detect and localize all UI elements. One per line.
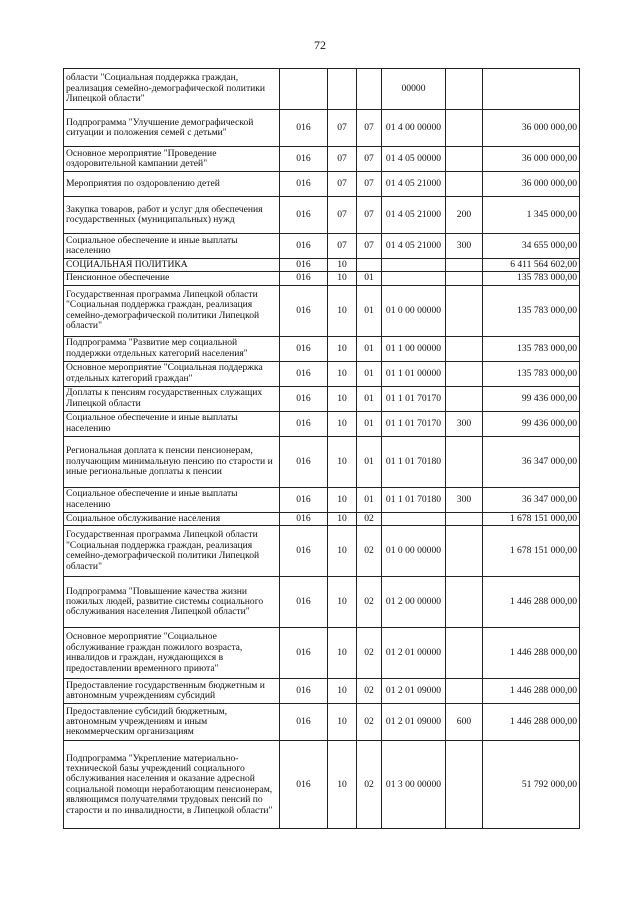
amount-cell: 36 347 000,00 bbox=[483, 487, 580, 512]
table-row bbox=[64, 704, 580, 741]
article-code-cell: 01 0 00 00000 bbox=[382, 285, 446, 336]
ministry-code-cell: 016 bbox=[280, 436, 328, 487]
subsection-code-cell: 07 bbox=[357, 197, 382, 234]
budget-table bbox=[63, 68, 580, 829]
row-name-cell: Подпрограмма "Развитие мер социальной поддержки отдельных категорий населения" bbox=[64, 336, 280, 361]
table-row bbox=[64, 487, 580, 512]
subsection-code-cell: 02 bbox=[357, 741, 382, 829]
ministry-code-cell: 016 bbox=[280, 272, 328, 285]
row-name-cell: Социальное обеспечение и иные выплаты населению bbox=[64, 487, 280, 512]
row-name-cell: Социальное обслуживание населения bbox=[64, 512, 280, 525]
amount-cell: 36 000 000,00 bbox=[483, 147, 580, 172]
article-code-cell: 01 2 00 00000 bbox=[382, 577, 446, 628]
section-code-cell: 10 bbox=[328, 411, 357, 436]
table-row bbox=[64, 259, 580, 272]
amount-cell bbox=[483, 69, 580, 110]
subsection-code-cell bbox=[357, 69, 382, 110]
subsection-code-cell: 02 bbox=[357, 577, 382, 628]
article-code-cell: 00000 bbox=[382, 69, 446, 110]
amount-cell: 36 000 000,00 bbox=[483, 110, 580, 147]
ministry-code-cell: 016 bbox=[280, 110, 328, 147]
expense-type-cell bbox=[446, 336, 483, 361]
expense-type-cell bbox=[446, 526, 483, 577]
amount-cell: 6 411 564 602,00 bbox=[483, 259, 580, 272]
row-name-cell: Доплаты к пенсиям государственных служащих Липецкой области bbox=[64, 386, 280, 411]
row-name-cell: Подпрограмма "Улучшение демографической ситуации и положения семей с детьми" bbox=[64, 110, 280, 147]
article-code-cell bbox=[382, 272, 446, 285]
article-code-cell: 01 4 05 21000 bbox=[382, 197, 446, 234]
article-code-cell: 01 2 01 09000 bbox=[382, 704, 446, 741]
table-row bbox=[64, 628, 580, 679]
row-name-cell: Пенсионное обеспечение bbox=[64, 272, 280, 285]
amount-cell: 135 783 000,00 bbox=[483, 272, 580, 285]
expense-type-cell: 300 bbox=[446, 487, 483, 512]
page-number: 72 bbox=[314, 38, 326, 52]
section-code-cell: 10 bbox=[328, 386, 357, 411]
ministry-code-cell: 016 bbox=[280, 361, 328, 386]
amount-cell: 135 783 000,00 bbox=[483, 285, 580, 336]
row-name-cell: Основное мероприятие "Социальная поддержка отдельных категорий граждан" bbox=[64, 361, 280, 386]
ministry-code-cell: 016 bbox=[280, 526, 328, 577]
table-row bbox=[64, 679, 580, 704]
subsection-code-cell: 01 bbox=[357, 285, 382, 336]
table-row bbox=[64, 272, 580, 285]
article-code-cell: 01 2 01 09000 bbox=[382, 679, 446, 704]
expense-type-cell bbox=[446, 436, 483, 487]
amount-cell: 1 446 288 000,00 bbox=[483, 704, 580, 741]
table-row bbox=[64, 336, 580, 361]
expense-type-cell bbox=[446, 679, 483, 704]
ministry-code-cell: 016 bbox=[280, 741, 328, 829]
table-row bbox=[64, 285, 580, 336]
ministry-code-cell: 016 bbox=[280, 234, 328, 259]
table-row bbox=[64, 147, 580, 172]
amount-cell: 135 783 000,00 bbox=[483, 361, 580, 386]
section-code-cell: 07 bbox=[328, 234, 357, 259]
article-code-cell: 01 0 00 00000 bbox=[382, 526, 446, 577]
section-code-cell: 10 bbox=[328, 487, 357, 512]
expense-type-cell bbox=[446, 628, 483, 679]
section-code-cell: 07 bbox=[328, 110, 357, 147]
amount-cell: 1 446 288 000,00 bbox=[483, 628, 580, 679]
row-name-cell: СОЦИАЛЬНАЯ ПОЛИТИКА bbox=[64, 259, 280, 272]
article-code-cell bbox=[382, 512, 446, 525]
subsection-code-cell: 01 bbox=[357, 361, 382, 386]
expense-type-cell bbox=[446, 172, 483, 197]
amount-cell: 1 345 000,00 bbox=[483, 197, 580, 234]
subsection-code-cell: 01 bbox=[357, 272, 382, 285]
article-code-cell: 01 1 01 70180 bbox=[382, 487, 446, 512]
table-row bbox=[64, 411, 580, 436]
expense-type-cell bbox=[446, 272, 483, 285]
section-code-cell: 10 bbox=[328, 512, 357, 525]
subsection-code-cell: 01 bbox=[357, 336, 382, 361]
ministry-code-cell: 016 bbox=[280, 704, 328, 741]
table-row bbox=[64, 526, 580, 577]
table-row bbox=[64, 197, 580, 234]
table-row bbox=[64, 436, 580, 487]
section-code-cell: 10 bbox=[328, 361, 357, 386]
section-code-cell: 10 bbox=[328, 628, 357, 679]
table-body bbox=[64, 69, 580, 829]
ministry-code-cell: 016 bbox=[280, 336, 328, 361]
expense-type-cell bbox=[446, 577, 483, 628]
section-code-cell: 10 bbox=[328, 259, 357, 272]
table-row bbox=[64, 512, 580, 525]
row-name-cell: Подпрограмма "Повышение качества жизни пожилых людей, развитие системы социального обслуживания населения Липецкой области" bbox=[64, 577, 280, 628]
section-code-cell: 07 bbox=[328, 197, 357, 234]
section-code-cell: 10 bbox=[328, 526, 357, 577]
expense-type-cell bbox=[446, 110, 483, 147]
ministry-code-cell: 016 bbox=[280, 411, 328, 436]
amount-cell: 1 678 151 000,00 bbox=[483, 526, 580, 577]
article-code-cell bbox=[382, 259, 446, 272]
table-row bbox=[64, 741, 580, 829]
subsection-code-cell: 02 bbox=[357, 679, 382, 704]
expense-type-cell bbox=[446, 285, 483, 336]
subsection-code-cell: 07 bbox=[357, 234, 382, 259]
amount-cell: 1 678 151 000,00 bbox=[483, 512, 580, 525]
section-code-cell: 10 bbox=[328, 285, 357, 336]
section-code-cell: 07 bbox=[328, 147, 357, 172]
article-code-cell: 01 4 05 21000 bbox=[382, 172, 446, 197]
table-row bbox=[64, 361, 580, 386]
article-code-cell: 01 1 01 00000 bbox=[382, 361, 446, 386]
subsection-code-cell: 07 bbox=[357, 110, 382, 147]
article-code-cell: 01 1 01 70180 bbox=[382, 436, 446, 487]
expense-type-cell bbox=[446, 147, 483, 172]
expense-type-cell: 200 bbox=[446, 197, 483, 234]
ministry-code-cell: 016 bbox=[280, 172, 328, 197]
amount-cell: 34 655 000,00 bbox=[483, 234, 580, 259]
amount-cell: 51 792 000,00 bbox=[483, 741, 580, 829]
ministry-code-cell: 016 bbox=[280, 386, 328, 411]
row-name-cell: Основное мероприятие "Социальное обслуживание граждан пожилого возраста, инвалидов и граждан, нуждающихся в предоставлении временного приюта" bbox=[64, 628, 280, 679]
ministry-code-cell: 016 bbox=[280, 147, 328, 172]
ministry-code-cell: 016 bbox=[280, 628, 328, 679]
ministry-code-cell: 016 bbox=[280, 197, 328, 234]
row-name-cell: Предоставление государственным бюджетным и автономным учреждениям субсидий bbox=[64, 679, 280, 704]
expense-type-cell: 300 bbox=[446, 234, 483, 259]
row-name-cell: Региональная доплата к пенсии пенсионерам, получающим минимальную пенсию по старости и иные региональные доплаты к пенсии bbox=[64, 436, 280, 487]
ministry-code-cell: 016 bbox=[280, 679, 328, 704]
expense-type-cell: 600 bbox=[446, 704, 483, 741]
ministry-code-cell: 016 bbox=[280, 259, 328, 272]
section-code-cell: 10 bbox=[328, 704, 357, 741]
ministry-code-cell: 016 bbox=[280, 512, 328, 525]
article-code-cell: 01 3 00 00000 bbox=[382, 741, 446, 829]
subsection-code-cell: 02 bbox=[357, 704, 382, 741]
amount-cell: 135 783 000,00 bbox=[483, 336, 580, 361]
section-code-cell: 10 bbox=[328, 741, 357, 829]
table-row bbox=[64, 234, 580, 259]
row-name-cell: Государственная программа Липецкой области "Социальная поддержка граждан, реализация семейно-демографической политики Липецкой области" bbox=[64, 285, 280, 336]
expense-type-cell bbox=[446, 361, 483, 386]
amount-cell: 36 347 000,00 bbox=[483, 436, 580, 487]
section-code-cell: 10 bbox=[328, 272, 357, 285]
row-name-cell: Подпрограмма "Укрепление материально-технической базы учреждений социального обслуживания населения и оказание адресной социальной помощи неработающим пенсионерам, являющимся получателями трудовых пенсий по старости и по инвалидности, в Липецкой области" bbox=[64, 741, 280, 829]
article-code-cell: 01 1 00 00000 bbox=[382, 336, 446, 361]
ministry-code-cell bbox=[280, 69, 328, 110]
amount-cell: 1 446 288 000,00 bbox=[483, 679, 580, 704]
section-code-cell: 07 bbox=[328, 172, 357, 197]
section-code-cell bbox=[328, 69, 357, 110]
table-row bbox=[64, 69, 580, 110]
expense-type-cell bbox=[446, 386, 483, 411]
expense-type-cell bbox=[446, 512, 483, 525]
expense-type-cell: 300 bbox=[446, 411, 483, 436]
section-code-cell: 10 bbox=[328, 336, 357, 361]
row-name-cell: области "Социальная поддержка граждан, реализация семейно-демографической политики Липецкой области" bbox=[64, 69, 280, 110]
subsection-code-cell: 07 bbox=[357, 147, 382, 172]
article-code-cell: 01 2 01 00000 bbox=[382, 628, 446, 679]
row-name-cell: Социальное обеспечение и иные выплаты населению bbox=[64, 234, 280, 259]
ministry-code-cell: 016 bbox=[280, 577, 328, 628]
row-name-cell: Закупка товаров, работ и услуг для обеспечения государственных (муниципальных) нужд bbox=[64, 197, 280, 234]
subsection-code-cell: 01 bbox=[357, 436, 382, 487]
ministry-code-cell: 016 bbox=[280, 487, 328, 512]
expense-type-cell bbox=[446, 69, 483, 110]
subsection-code-cell: 02 bbox=[357, 512, 382, 525]
subsection-code-cell: 01 bbox=[357, 411, 382, 436]
article-code-cell: 01 4 05 00000 bbox=[382, 147, 446, 172]
amount-cell: 99 436 000,00 bbox=[483, 411, 580, 436]
article-code-cell: 01 1 01 70170 bbox=[382, 411, 446, 436]
article-code-cell: 01 4 00 00000 bbox=[382, 110, 446, 147]
subsection-code-cell: 07 bbox=[357, 172, 382, 197]
row-name-cell: Мероприятия по оздоровлению детей bbox=[64, 172, 280, 197]
amount-cell: 1 446 288 000,00 bbox=[483, 577, 580, 628]
table-row bbox=[64, 110, 580, 147]
expense-type-cell bbox=[446, 259, 483, 272]
table-row bbox=[64, 386, 580, 411]
subsection-code-cell: 02 bbox=[357, 526, 382, 577]
row-name-cell: Социальное обеспечение и иные выплаты населению bbox=[64, 411, 280, 436]
amount-cell: 36 000 000,00 bbox=[483, 172, 580, 197]
section-code-cell: 10 bbox=[328, 436, 357, 487]
row-name-cell: Основное мероприятие "Проведение оздоровительной кампании детей" bbox=[64, 147, 280, 172]
article-code-cell: 01 1 01 70170 bbox=[382, 386, 446, 411]
subsection-code-cell bbox=[357, 259, 382, 272]
expense-type-cell bbox=[446, 741, 483, 829]
subsection-code-cell: 01 bbox=[357, 487, 382, 512]
subsection-code-cell: 02 bbox=[357, 628, 382, 679]
ministry-code-cell: 016 bbox=[280, 285, 328, 336]
amount-cell: 99 436 000,00 bbox=[483, 386, 580, 411]
row-name-cell: Государственная программа Липецкой области "Социальная поддержка граждан, реализация семейно-демографической политики Липецкой области" bbox=[64, 526, 280, 577]
section-code-cell: 10 bbox=[328, 577, 357, 628]
article-code-cell: 01 4 05 21000 bbox=[382, 234, 446, 259]
row-name-cell: Предоставление субсидий бюджетным, автономным учреждениям и иным некоммерческим организациям bbox=[64, 704, 280, 741]
section-code-cell: 10 bbox=[328, 679, 357, 704]
subsection-code-cell: 01 bbox=[357, 386, 382, 411]
table-row bbox=[64, 577, 580, 628]
table-row bbox=[64, 172, 580, 197]
